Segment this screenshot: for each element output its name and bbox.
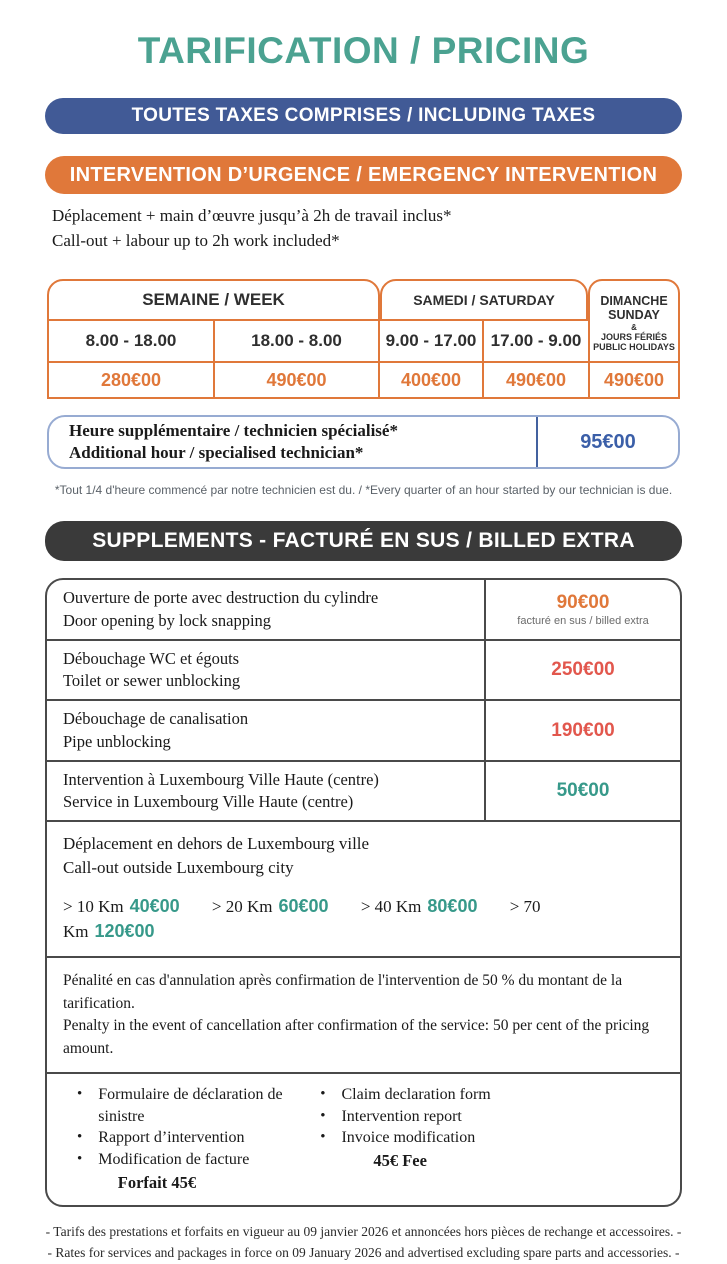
bullet-icon: • [77,1151,83,1168]
documents-list-fr [55,1084,290,1192]
emergency-intro [52,204,727,253]
supplement-row-documents [47,1074,680,1204]
saturday-header-cell: SAMEDI / SATURDAY [380,279,588,321]
document-item: • Rapport d’intervention [77,1127,290,1149]
holidays-line-en: PUBLIC HOLIDAYS [593,342,675,353]
distance-price: 80€00 [427,896,478,916]
row-price-note: facturé en sus / billed extra [517,615,649,628]
bullet-icon: • [320,1107,326,1124]
hours-cell-sat-night: 17.00 - 9.00 [484,321,588,363]
supplement-row-door-opening [47,580,680,641]
distance-tier: > 70 Km 120€00 [63,897,541,942]
document-item: • Modification de facture [77,1149,290,1171]
documents-list-en [290,1084,533,1192]
taxes-banner: TOUTES TAXES COMPRISES / INCLUDING TAXES [45,98,682,134]
sunday-line-fr: DIMANCHE [600,293,668,308]
emergency-intro-fr: Déplacement + main d’œuvre jusqu’à 2h de travail inclus* [52,206,452,225]
hours-cell-sat-day: 9.00 - 17.00 [380,321,484,363]
holidays-line-fr: JOURS FÉRIÉS [600,331,667,342]
row-price: 50€00 [556,780,610,802]
validity-footer-fr: - Tarifs des prestations et forfaits en vigueur au 09 janvier 2026 et annoncées hors pièces de rechange et accessoires. - [45,1223,682,1239]
page-title: TARIFICATION / PRICING [137,30,590,71]
row-label-fr: Ouverture de porte avec destruction du cylindre [63,588,379,608]
row-label-en: Service in Luxembourg Ville Haute (centre) [63,792,354,812]
supplement-row-ville-haute [47,762,680,823]
price-cell-sat-day: 400€00 [380,363,484,399]
additional-hour-label-en: Additional hour / specialised technician* [69,443,364,463]
row-price: 250€00 [551,659,615,681]
sunday-ampersand: & [631,322,637,332]
distance-tier: > 10 Km 40€00 [63,896,180,916]
row-label-fr: Intervention à Luxembourg Ville Haute (centre) [63,769,379,789]
quarter-hour-footnote: *Tout 1/4 d'heure commencé par notre technicien est du. / *Every quarter of an hour started by our technician is due. [54,483,673,498]
week-header-cell: SEMAINE / WEEK [47,279,380,321]
additional-hour-price: 95€00 [536,417,678,467]
validity-footer-en: - Rates for services and packages in force on 09 January 2026 and advertised excluding spare parts and accessories. - [47,1245,680,1261]
distance-prices [63,894,664,944]
bullet-icon: • [320,1086,326,1103]
additional-hour-label-fr: Heure supplémentaire / technicien spécialisé* [69,421,398,441]
price-cell-week-night: 490€00 [215,363,380,399]
row-label-fr: Débouchage WC et égouts [63,648,240,668]
additional-hour-labels [49,417,536,467]
validity-footer [0,1221,727,1264]
document-item: • Invoice modification [320,1127,533,1149]
additional-hour-box [47,415,680,469]
row-label-en: Pipe unblocking [63,731,171,751]
bullet-icon: • [320,1129,326,1146]
supplement-row-cancellation-penalty [47,958,680,1074]
supplements-banner: SUPPLEMENTS - FACTURÉ EN SUS / BILLED EXTRA [45,521,682,561]
bullet-icon: • [77,1086,83,1103]
supplement-row-callout-distance [47,822,680,958]
callout-label-fr: Déplacement en dehors de Luxembourg ville [63,834,370,854]
row-label-fr: Débouchage de canalisation [63,709,249,729]
documents-fee-fr: Forfait 45€ [117,1172,197,1192]
price-cell-sunday: 490€00 [588,363,680,399]
sunday-line-en: SUNDAY [608,308,660,323]
emergency-rate-table [47,279,680,399]
row-price: 90€00 [556,592,610,614]
document-item: • Claim declaration form [320,1084,533,1106]
hours-cell-week-night: 18.00 - 8.00 [215,321,380,363]
distance-tier: > 20 Km 60€00 [211,896,329,916]
supplement-row-toilet-unblocking [47,641,680,702]
supplements-table [45,578,682,1206]
distance-price: 40€00 [129,896,180,916]
row-label-en: Toilet or sewer unblocking [63,671,241,691]
callout-label-en: Call-out outside Luxembourg city [63,858,294,878]
document-item: • Formulaire de déclaration de sinistre [77,1084,290,1127]
hours-cell-week-day: 8.00 - 18.00 [47,321,215,363]
row-price: 190€00 [551,719,615,741]
price-cell-week-day: 280€00 [47,363,215,399]
documents-fee-en: 45€ Fee [373,1151,427,1171]
penalty-en: Penalty in the event of cancellation after confirmation of the service: 50 per cent of the pricing amount. [63,1017,650,1057]
row-label-en: Door opening by lock snapping [63,610,272,630]
distance-price: 120€00 [94,921,155,942]
sunday-header-cell [588,279,680,363]
document-item: • Intervention report [320,1106,533,1128]
emergency-intro-en: Call-out + labour up to 2h work included* [52,230,340,250]
penalty-fr: Pénalité en cas d'annulation après confirmation de l'intervention de 50 % du montant de la tarification. [63,972,623,1012]
price-cell-sat-night: 490€00 [484,363,588,399]
distance-price: 60€00 [278,896,329,916]
supplement-row-pipe-unblocking [47,701,680,762]
emergency-banner: INTERVENTION D’URGENCE / EMERGENCY INTERVENTION [45,156,682,194]
bullet-icon: • [77,1129,83,1146]
distance-tier: > 40 Km 80€00 [360,896,478,916]
